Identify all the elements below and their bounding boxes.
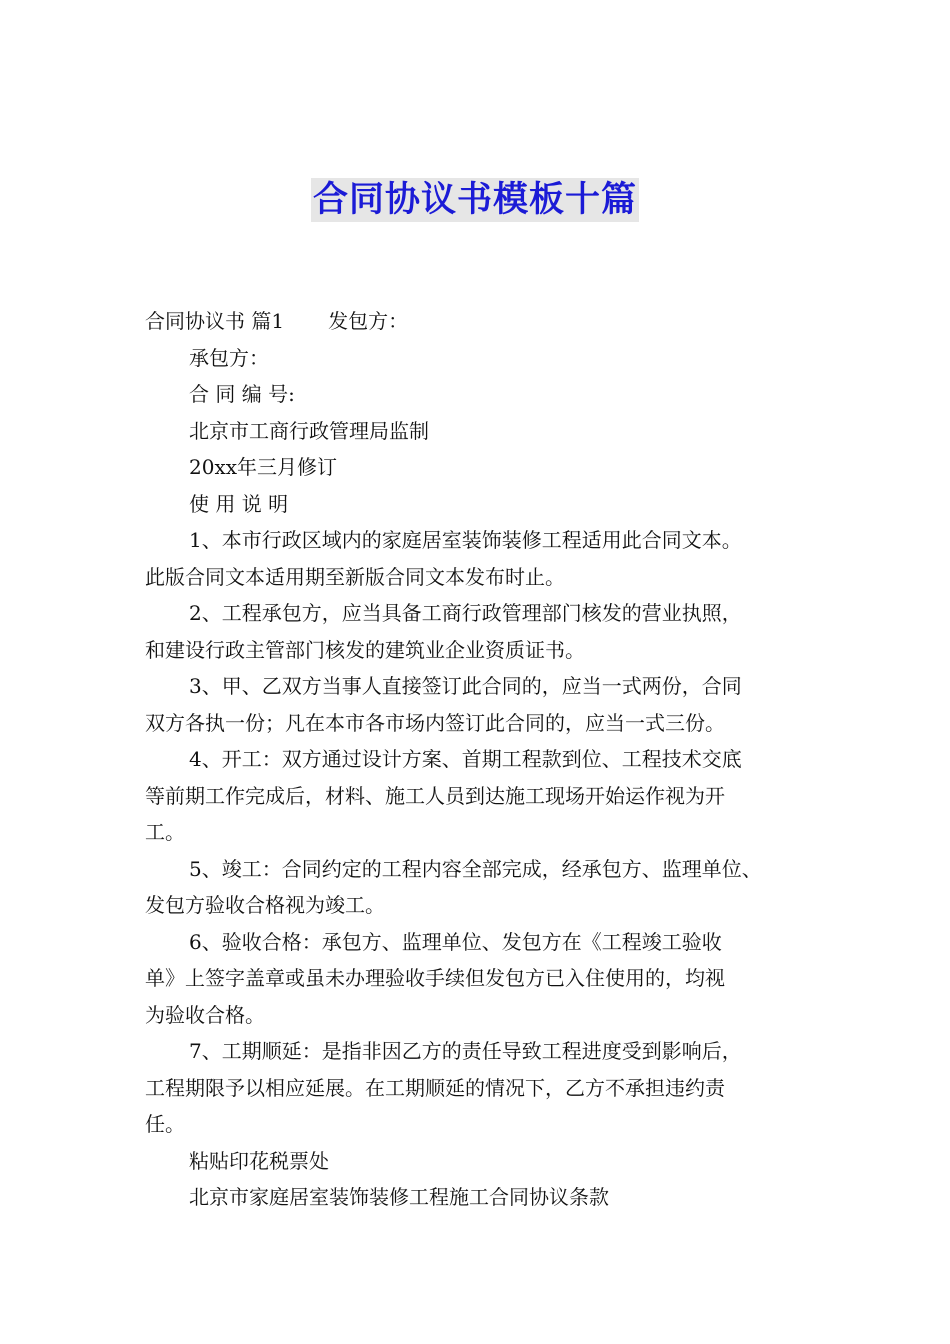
paragraph-2-line-1: 2、工程承包方，应当具备工商行政管理部门核发的营业执照， xyxy=(189,601,742,625)
paragraph-1-line-1: 1、本市行政区域内的家庭居室装饰装修工程适用此合同文本。 xyxy=(189,528,742,552)
paragraph-7-line-2: 工程期限予以相应延展。在工期顺延的情况下，乙方不承担违约责 xyxy=(145,1075,725,1100)
paragraph-4-line-3: 工。 xyxy=(145,820,185,844)
section-label: 合同协议书 篇1 xyxy=(145,309,285,333)
document-body xyxy=(145,303,815,1216)
supervisor-line: 北京市工商行政管理局监制 xyxy=(189,418,429,443)
paragraph-3-line-1: 3、甲、乙双方当事人直接签订此合同的，应当一式两份，合同 xyxy=(189,674,742,698)
issuer-label: 发包方： xyxy=(328,309,409,333)
stamp-place-line: 粘贴印花税票处 xyxy=(189,1148,329,1173)
paragraph-6-line-3: 为验收合格。 xyxy=(145,1002,265,1027)
paragraph-5-line-2: 发包方验收合格视为竣工。 xyxy=(145,893,385,917)
paragraph-3-line-2: 双方各执一份；凡在本市各市场内签订此合同的，应当一式三份。 xyxy=(145,710,725,735)
paragraph-7-line-1: 7、工期顺延：是指非因乙方的责任导致工程进度受到影响后， xyxy=(189,1039,742,1063)
title-container xyxy=(0,178,950,222)
paragraph-6-line-1: 6、验收合格：承包方、监理单位、发包方在《工程竣工验收 xyxy=(189,929,722,954)
paragraph-1-line-2: 此版合同文本适用期至新版合同文本发布时止。 xyxy=(145,564,565,589)
paragraph-6-line-2: 单》上签字盖章或虽未办理验收手续但发包方已入住使用的，均视 xyxy=(145,966,725,990)
paragraph-2-line-2: 和建设行政主管部门核发的建筑业企业资质证书。 xyxy=(145,637,585,662)
contractor-line: 承包方： xyxy=(189,345,269,370)
revision-line: 20xx年三月修订 xyxy=(189,455,338,479)
document-title: 合同协议书模板十篇 xyxy=(312,180,637,220)
terms-title-line: 北京市家庭居室装饰装修工程施工合同协议条款 xyxy=(189,1185,609,1209)
paragraph-7-line-3: 任。 xyxy=(145,1112,185,1136)
paragraph-4-line-1: 4、开工：双方通过设计方案、首期工程款到位、工程技术交底 xyxy=(189,747,742,771)
usage-title: 使 用 说 明 xyxy=(189,491,289,516)
section-heading-line xyxy=(145,303,815,340)
paragraph-5-line-1: 5、竣工：合同约定的工程内容全部完成，经承包方、监理单位、 xyxy=(189,856,762,881)
paragraph-4-line-2: 等前期工作完成后，材料、施工人员到达施工现场开始运作视为开 xyxy=(145,783,725,808)
contract-number-line: 合 同 编 号: xyxy=(189,382,295,406)
